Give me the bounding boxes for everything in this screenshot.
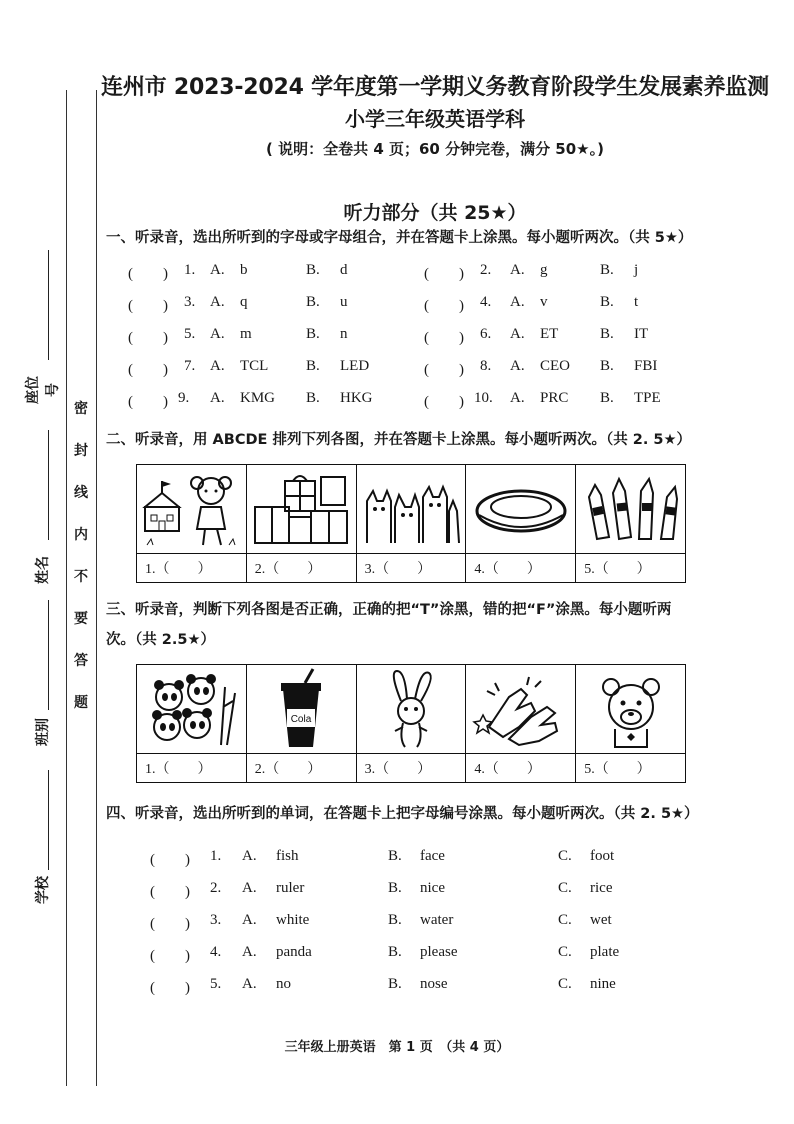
option-b: HKG — [340, 390, 373, 406]
option-a-letter: A. — [242, 848, 257, 864]
option-c: plate — [590, 944, 620, 960]
option-b: d — [340, 262, 348, 278]
option-c-letter: C. — [558, 912, 572, 928]
option-a-letter: A. — [242, 880, 257, 896]
option-b: water — [420, 912, 454, 928]
option-a-letter: A. — [510, 262, 525, 278]
answer-slot-label: 4.（ ） — [474, 562, 541, 577]
option-b-letter: B. — [306, 262, 320, 278]
option-b-letter: B. — [600, 262, 614, 278]
option-a-letter: A. — [242, 944, 257, 960]
option-a: PRC — [540, 390, 569, 406]
school-label: 学校 — [35, 876, 51, 904]
option-a: v — [540, 294, 548, 310]
question-number: 5. — [210, 976, 222, 992]
answer-bracket[interactable]: ( ) — [128, 330, 168, 346]
option-b: please — [420, 944, 458, 960]
option-b-letter: B. — [600, 390, 614, 406]
answer-slot[interactable] — [466, 554, 576, 583]
answer-slot-label: 5.（ ） — [584, 562, 651, 577]
question-number: 2. — [480, 262, 492, 278]
part2-instruction: 二、听录音，用 ABCDE 排列下列各图，并在答题卡上涂黑。每小题听两次。（共 2. 5★） — [106, 432, 691, 448]
option-b: n — [340, 326, 348, 342]
option-b-letter: B. — [306, 358, 320, 374]
name-label: 姓名 — [35, 556, 51, 584]
answer-bracket[interactable]: ( ) — [128, 362, 168, 378]
option-a: no — [276, 976, 291, 992]
option-a-letter: A. — [242, 912, 257, 928]
class-label: 班别 — [35, 718, 51, 746]
option-c: nine — [590, 976, 616, 992]
answer-bracket[interactable]: ( ) — [150, 948, 190, 964]
question-number: 9. — [178, 390, 190, 406]
option-b: t — [634, 294, 639, 310]
seal-char: 题 — [74, 695, 88, 711]
answer-slot[interactable] — [356, 554, 466, 583]
seat-number-label: 座位号 — [25, 376, 61, 404]
option-a-letter: A. — [210, 390, 225, 406]
question-number: 2. — [210, 880, 222, 896]
part3-instruction-line2: 次。（共 2.5★） — [106, 632, 215, 648]
option-b-letter: B. — [306, 390, 320, 406]
question-number: 4. — [210, 944, 222, 960]
answer-slot[interactable] — [576, 754, 686, 783]
seal-char: 要 — [74, 611, 88, 627]
exam-instructions: ( 说明：全卷共 4 页；60 分钟完卷，满分 50★。) — [266, 140, 604, 158]
question-number: 5. — [184, 326, 196, 342]
seal-char: 答 — [74, 653, 88, 669]
option-a: b — [240, 262, 248, 278]
answer-slot[interactable] — [246, 754, 356, 783]
question-number: 8. — [480, 358, 492, 374]
exam-subtitle: 小学三年级英语学科 — [345, 107, 525, 131]
option-b-letter: B. — [306, 294, 320, 310]
seat-number-blank — [48, 250, 49, 360]
answer-slot-label: 1.（ ） — [145, 762, 212, 777]
answer-bracket[interactable]: ( ) — [424, 394, 464, 410]
seal-char: 线 — [74, 485, 88, 501]
question-number: 10. — [474, 390, 493, 406]
option-b-letter: B. — [388, 912, 402, 928]
option-b: TPE — [634, 390, 661, 406]
option-b-letter: B. — [306, 326, 320, 342]
option-c: rice — [590, 880, 613, 896]
page-footer: 三年级上册英语 第 1 页 （共 4 页） — [284, 1040, 510, 1055]
answer-slot[interactable] — [137, 554, 247, 583]
exam-title: 连州市 2023-2024 学年度第一学期义务教育阶段学生发展素养监测 — [101, 75, 769, 100]
answer-bracket[interactable]: ( ) — [128, 298, 168, 314]
option-a: q — [240, 294, 248, 310]
option-a: white — [276, 912, 310, 928]
option-b: FBI — [634, 358, 658, 374]
answer-slot-label: 1.（ ） — [145, 562, 212, 577]
option-a: panda — [276, 944, 312, 960]
crayons-image — [576, 465, 686, 554]
answer-slot-label: 5.（ ） — [584, 762, 651, 777]
option-a-letter: A. — [210, 262, 225, 278]
answer-bracket[interactable]: ( ) — [424, 298, 464, 314]
option-b-letter: B. — [600, 294, 614, 310]
option-b-letter: B. — [600, 326, 614, 342]
bear-image — [576, 665, 686, 754]
option-b: nice — [420, 880, 445, 896]
option-a-letter: A. — [510, 390, 525, 406]
answer-slot-label: 4.（ ） — [474, 762, 541, 777]
seal-char: 封 — [74, 443, 88, 459]
option-b: j — [634, 262, 639, 278]
option-b: IT — [634, 326, 649, 342]
answer-slot-label: 3.（ ） — [364, 562, 432, 577]
part1-instruction: 一、听录音，选出所听到的字母或字母组合，并在答题卡上涂黑。每小题听两次。（共 5★） — [106, 230, 693, 246]
option-a-letter: A. — [210, 358, 225, 374]
part2-picture-table — [136, 464, 686, 583]
option-c-letter: C. — [558, 944, 572, 960]
answer-bracket[interactable]: ( ) — [424, 330, 464, 346]
option-a: CEO — [540, 358, 570, 374]
option-a: fish — [276, 848, 299, 864]
pandas-image — [137, 665, 247, 754]
option-b-letter: B. — [388, 976, 402, 992]
rabbit-image — [356, 665, 466, 754]
answer-bracket[interactable]: ( ) — [128, 266, 168, 282]
section-title: 听力部分（共 25★） — [343, 202, 527, 224]
question-number: 6. — [480, 326, 492, 342]
answer-bracket[interactable]: ( ) — [128, 394, 168, 410]
plate-image — [466, 465, 576, 554]
question-number: 1. — [184, 262, 196, 278]
option-b-letter: B. — [388, 880, 402, 896]
answer-bracket[interactable]: ( ) — [150, 916, 190, 932]
part4-instruction: 四、听录音，选出所听到的单词，在答题卡上把字母编号涂黑。每小题听两次。（共 2. 5★） — [106, 806, 699, 822]
seal-char: 密 — [74, 401, 88, 417]
binding-line-inner — [96, 90, 97, 1086]
option-a-letter: A. — [210, 326, 225, 342]
option-a-letter: A. — [510, 358, 525, 374]
option-b-letter: B. — [388, 848, 402, 864]
cola-image — [246, 665, 356, 754]
part3-instruction-line1: 三、听录音，判断下列各图是否正确，正确的把“T”涂黑，错的把“F”涂黑。每小题听两 — [106, 602, 672, 618]
answer-slot-label: 2.（ ） — [254, 562, 322, 577]
seal-char: 内 — [74, 527, 88, 543]
answer-slot[interactable] — [466, 754, 576, 783]
seal-char: 不 — [74, 569, 88, 585]
option-a: m — [240, 326, 252, 342]
option-a-letter: A. — [210, 294, 225, 310]
option-a: TCL — [240, 358, 269, 374]
name-blank — [48, 430, 49, 540]
answer-slot[interactable] — [246, 554, 356, 583]
option-b: LED — [340, 358, 370, 374]
answer-bracket[interactable]: ( ) — [150, 884, 190, 900]
option-c-letter: C. — [558, 976, 572, 992]
option-c-letter: C. — [558, 880, 572, 896]
class-blank — [48, 600, 49, 710]
question-number: 3. — [210, 912, 222, 928]
option-c: foot — [590, 848, 615, 864]
option-b: face — [420, 848, 445, 864]
gift-boxes-image — [246, 465, 356, 554]
cats-image — [356, 465, 466, 554]
clapping-hands-image — [466, 665, 576, 754]
question-number: 7. — [184, 358, 196, 374]
question-number: 1. — [210, 848, 222, 864]
svg-text:Cola: Cola — [290, 714, 312, 725]
option-a: ET — [540, 326, 559, 342]
option-b: u — [340, 294, 348, 310]
answer-slot-label: 2.（ ） — [254, 762, 322, 777]
school-blank — [48, 770, 49, 870]
answer-slot[interactable] — [356, 754, 466, 783]
option-a: ruler — [276, 880, 305, 896]
option-b: nose — [420, 976, 448, 992]
answer-slot[interactable] — [576, 554, 686, 583]
option-c-letter: C. — [558, 848, 572, 864]
binding-line-outer — [66, 90, 67, 1086]
question-number: 4. — [480, 294, 492, 310]
option-a-letter: A. — [242, 976, 257, 992]
school-girl-image — [137, 465, 247, 554]
option-b-letter: B. — [600, 358, 614, 374]
answer-bracket[interactable]: ( ) — [424, 266, 464, 282]
option-c: wet — [590, 912, 612, 928]
answer-slot[interactable] — [137, 754, 247, 783]
part3-picture-table — [136, 664, 686, 783]
option-a: g — [540, 262, 548, 278]
answer-bracket[interactable]: ( ) — [424, 362, 464, 378]
answer-bracket[interactable]: ( ) — [150, 980, 190, 996]
option-a-letter: A. — [510, 326, 525, 342]
option-a: KMG — [240, 390, 276, 406]
option-a-letter: A. — [510, 294, 525, 310]
answer-slot-label: 3.（ ） — [364, 762, 432, 777]
question-number: 3. — [184, 294, 196, 310]
answer-bracket[interactable]: ( ) — [150, 852, 190, 868]
option-b-letter: B. — [388, 944, 402, 960]
